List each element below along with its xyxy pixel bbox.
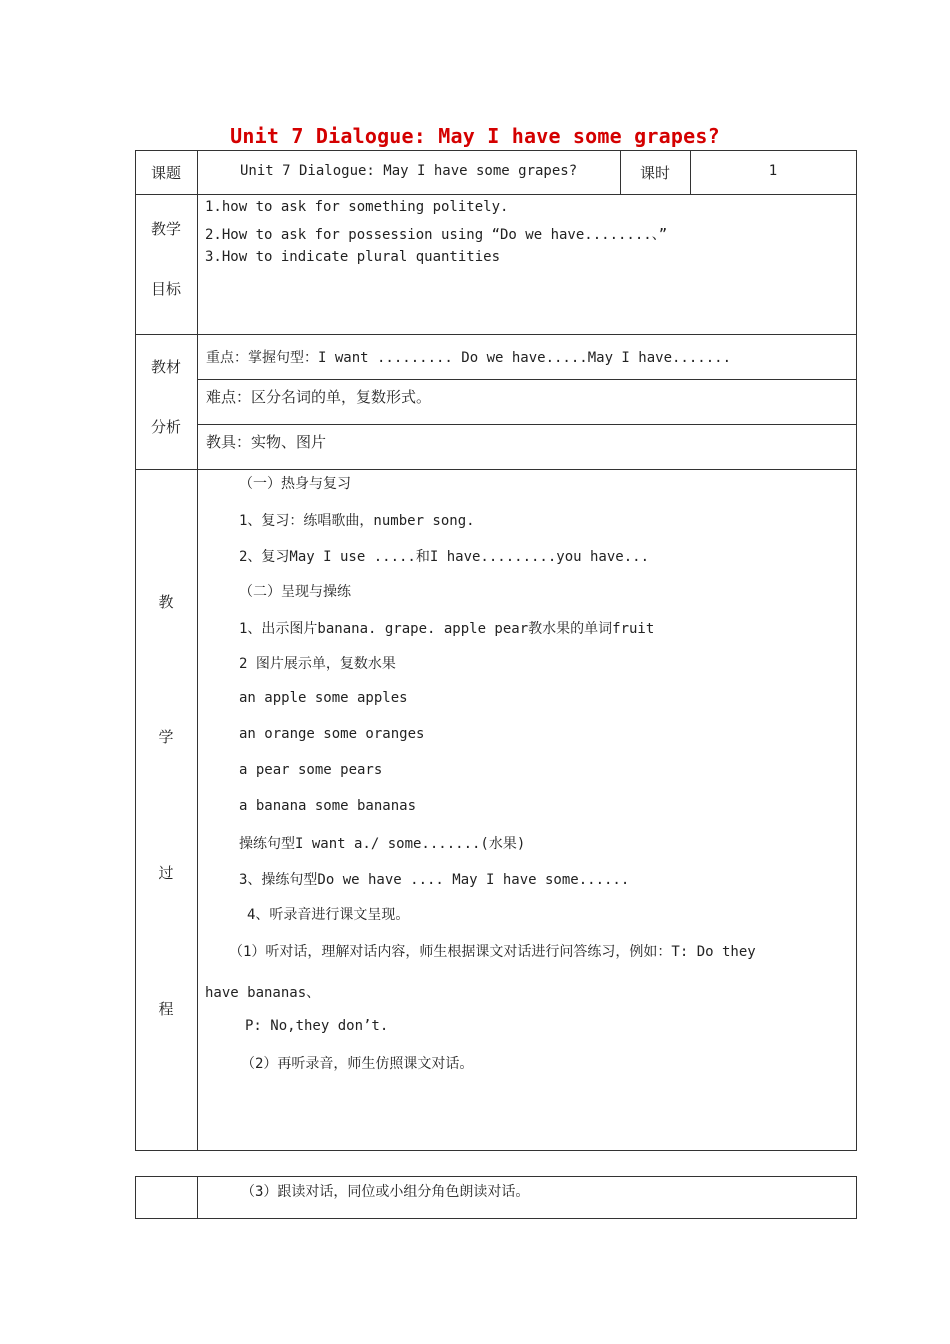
difficulties: 难点：区分名词的单，复数形式。 [206, 388, 432, 406]
period-value: 1 [768, 163, 778, 179]
analysis-label-2: 分析 [150, 418, 181, 436]
period-label: 课时 [639, 164, 670, 182]
objective-item: 2.How to ask for possession using “Do we have........、” [205, 227, 668, 243]
table-border-top [135, 1176, 857, 1177]
topic-value: Unit 7 Dialogue: May I have some grapes? [240, 163, 578, 179]
process-line: （一）热身与复习 [239, 476, 351, 492]
process-line: （1）听对话，理解对话内容，师生根据课文对话进行问答练习，例如：T: Do they [229, 944, 756, 960]
topic-label: 课题 [150, 164, 181, 182]
objectives-label-2: 目标 [150, 280, 181, 298]
process-line: 1、复习：练唱歌曲，number song. [239, 513, 475, 529]
objectives-label-1: 教学 [150, 220, 181, 238]
process-line: a banana some bananas [239, 798, 417, 814]
teaching-aids: 教具：实物、图片 [206, 433, 327, 451]
process-line: 4、听录音进行课文呈现。 [247, 907, 410, 923]
table-border-right [856, 150, 857, 1151]
table-border [135, 194, 857, 195]
process-line: （二）呈现与操练 [239, 584, 351, 600]
process-label: 学 [158, 728, 174, 746]
process-line: 操练句型I want a./ some.......(水果) [239, 836, 526, 852]
table-border-top [135, 150, 857, 151]
table-border [135, 469, 857, 470]
table-border-bottom [135, 1150, 857, 1151]
process-line: an apple some apples [239, 690, 408, 706]
table-border [197, 1176, 198, 1219]
process-line: have bananas、 [205, 985, 321, 1001]
table-border [135, 334, 857, 335]
process-line: （2）再听录音，师生仿照课文对话。 [241, 1056, 474, 1072]
process-line: P: No,they don’t. [245, 1018, 389, 1034]
objective-item: 3.How to indicate plural quantities [205, 249, 501, 265]
process-line: an orange some oranges [239, 726, 425, 742]
continuation-line: （3）跟读对话，同位或小组分角色朗读对话。 [241, 1184, 530, 1200]
document-title: Unit 7 Dialogue: May I have some grapes? [230, 124, 720, 148]
process-label: 教 [158, 593, 174, 611]
table-border [197, 379, 857, 380]
table-border-left [135, 1176, 136, 1219]
key-points: 重点：掌握句型：I want ......... Do we have.....May I have....... [206, 350, 732, 366]
table-border [197, 150, 198, 1151]
table-border [197, 424, 857, 425]
process-label: 过 [158, 864, 174, 882]
process-line: 3、操练句型Do we have .... May I have some...... [239, 872, 630, 888]
table-border-bottom [135, 1218, 857, 1219]
table-border-right [856, 1176, 857, 1219]
analysis-label-1: 教材 [150, 358, 181, 376]
process-line: 2 图片展示单，复数水果 [239, 656, 396, 672]
process-line: 2、复习May I use .....和I have.........you have... [239, 549, 650, 565]
objective-item: 1.how to ask for something politely. [205, 199, 509, 215]
process-line: a pear some pears [239, 762, 383, 778]
process-line: 1、出示图片banana. grape. apple pear教水果的单词fruit [239, 621, 655, 637]
process-label: 程 [158, 1000, 174, 1018]
